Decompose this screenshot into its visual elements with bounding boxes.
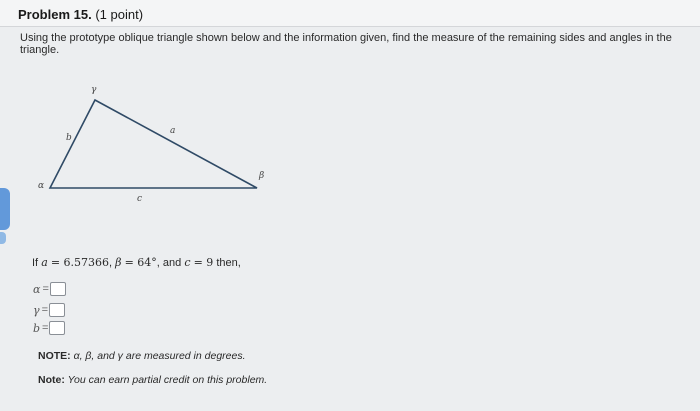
given-a-value: 6.57366	[63, 256, 110, 269]
partial-credit-text: You can earn partial credit on this problem.	[67, 374, 268, 386]
side-label-c: c	[137, 194, 143, 204]
vertex-label-gamma: γ	[91, 85, 97, 95]
partial-credit-label: Note:	[38, 374, 65, 386]
vertex-label-alpha: α	[38, 181, 45, 191]
answer-row-alpha: α =	[33, 281, 66, 297]
given-c-value: 9	[206, 256, 214, 269]
answer-row-gamma: γ =	[33, 302, 65, 318]
problem-prompt: Using the prototype oblique triangle shown below and the information given, find the measure of the remaining sides and angles in the triangle.	[20, 32, 672, 56]
answer-symbol-alpha: α	[33, 282, 41, 296]
side-label-a: a	[170, 126, 176, 136]
triangle-shape	[50, 100, 257, 188]
given-and: and	[162, 257, 182, 269]
degrees-note-label: NOTE:	[38, 350, 71, 362]
problem-points: (1 point)	[95, 7, 144, 22]
side-label-b: b	[66, 133, 72, 143]
given-a-var: a	[41, 256, 48, 269]
alpha-answer-input[interactable]	[50, 282, 66, 296]
degrees-note-text: α, β, and γ are measured in degrees.	[73, 350, 246, 362]
answer-symbol-b: b	[33, 321, 41, 335]
vertex-label-beta: β	[259, 171, 265, 181]
partial-credit-note	[38, 374, 267, 386]
given-beta-value: 64°	[137, 256, 157, 269]
degrees-note	[38, 350, 246, 362]
given-prefix: If	[32, 257, 39, 269]
given-statement: If a = 6.57366, β = 64°, and c = 9 then,	[32, 256, 241, 269]
given-suffix: then,	[216, 257, 241, 269]
answer-symbol-gamma: γ	[33, 303, 40, 317]
problem-number: Problem 15.	[18, 7, 92, 22]
gamma-answer-input[interactable]	[49, 303, 65, 317]
b-answer-input[interactable]	[49, 321, 65, 335]
given-beta-var: β	[115, 256, 122, 269]
answer-row-b: b =	[33, 320, 65, 336]
given-c-var: c	[184, 256, 191, 269]
